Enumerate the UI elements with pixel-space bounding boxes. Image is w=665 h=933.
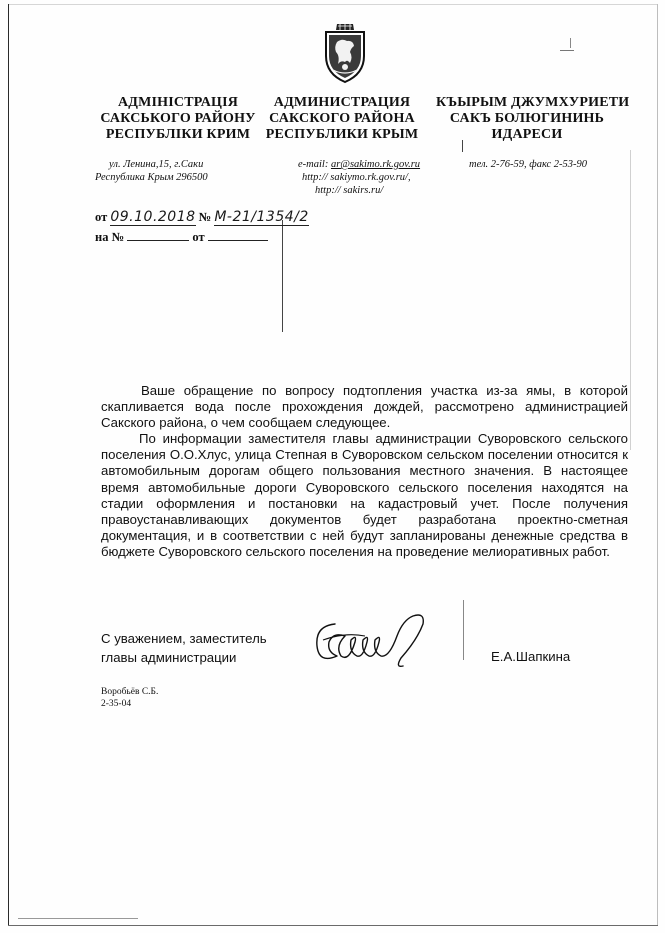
header-crimean-tatar xyxy=(436,95,630,143)
header-ukrainian xyxy=(92,95,264,143)
outgoing-reference xyxy=(95,209,309,225)
reply-date-blank xyxy=(208,228,268,241)
coat-of-arms-emblem xyxy=(323,22,367,84)
email-line xyxy=(298,158,420,171)
header-russian xyxy=(262,95,422,143)
from-label: от xyxy=(95,210,108,224)
scan-artifact xyxy=(463,600,464,660)
address-line: Республика Крым 296500 xyxy=(95,172,208,183)
executor-phone: 2-35-04 xyxy=(101,699,132,709)
scan-frame-bottom xyxy=(8,925,658,926)
header-line: САКЪ БОЛЮГИНИНЬ xyxy=(449,111,605,126)
header-line: АДМИНИСТРАЦИЯ xyxy=(273,95,411,110)
header-line: САКСЬКОГО РАЙОНУ xyxy=(100,111,256,126)
phone-line: тел. 2-76-59, факс 2-53-90 xyxy=(469,159,588,170)
scan-artifact xyxy=(570,38,571,48)
website-link[interactable]: http:// sakiymo.rk.gov.ru/, xyxy=(302,172,411,183)
body-paragraph: По информации заместителя главы администрации Суворовского сельского поселения О.О.Хлус, улица Степная в Суворовском сельском поселении относится к автомобильным дорогам общего пользования местного значения. В настоящее время автомобильные дороги Суворовского сельского поселения находятся на стадии оформления и постановки на кадастровый учет. После получения правоустанавливающих документов будет разработана проектно-сметная документация, и в соответствии с ней будут запланированы денежные средства в бюджете Суворовского сельского поселения на проведение мелиоративных работ. xyxy=(101,431,628,559)
executor-info xyxy=(101,686,158,710)
reply-number-blank xyxy=(127,228,189,241)
letter-number: М-21/1354/2 xyxy=(214,209,309,225)
header-line: ИДАРЕСИ xyxy=(491,127,563,142)
header-line: РЕСПУБЛІКИ КРИМ xyxy=(105,127,251,142)
scan-artifact xyxy=(18,918,138,919)
position-line: С уважением, заместитель xyxy=(101,631,267,646)
incoming-reference xyxy=(95,228,268,245)
letter-date: 09.10.2018 xyxy=(110,209,196,225)
scan-artifact xyxy=(560,50,574,51)
header-line: КЪЫРЫМ ДЖУМХУРИЕТИ xyxy=(436,95,630,110)
online-contacts xyxy=(298,158,420,197)
body-paragraph: Ваше обращение по вопросу подтопления участка из-за ямы, в которой скапливается вода после прохождения дождей, рассмотрено администрацией Сакского района, о чем сообщаем следующее. xyxy=(101,383,628,431)
signatory-name: Е.А.Шапкина xyxy=(491,649,571,664)
header-line: АДМІНІСТРАЦІЯ xyxy=(117,95,239,110)
website-link[interactable]: http:// sakirs.ru/ xyxy=(315,185,384,196)
scan-frame-right xyxy=(657,4,658,926)
phone-fax xyxy=(469,158,587,171)
executor-name: Воробьёв С.Б. xyxy=(101,687,159,697)
scan-artifact xyxy=(630,150,631,450)
scan-frame-left xyxy=(8,4,9,926)
letter-body xyxy=(101,383,628,560)
signatory-position xyxy=(101,629,301,667)
handwritten-signature xyxy=(305,606,435,676)
reply-from-label: от xyxy=(192,230,205,244)
header-line: САКСКОГО РАЙОНА xyxy=(269,111,415,126)
email-link[interactable]: ar@sakimo.rk.gov.ru xyxy=(330,159,421,170)
email-label: e-mail: xyxy=(298,159,331,170)
scan-artifact xyxy=(282,220,283,332)
postal-address xyxy=(95,158,208,184)
position-line: главы администрации xyxy=(101,650,237,665)
number-label: № xyxy=(198,210,212,224)
scan-frame-top xyxy=(8,4,658,5)
header-line: РЕСПУБЛИКИ КРЫМ xyxy=(265,127,419,142)
reply-to-label: на № xyxy=(95,230,125,244)
address-line: ул. Ленина,15, г.Саки xyxy=(109,159,204,170)
